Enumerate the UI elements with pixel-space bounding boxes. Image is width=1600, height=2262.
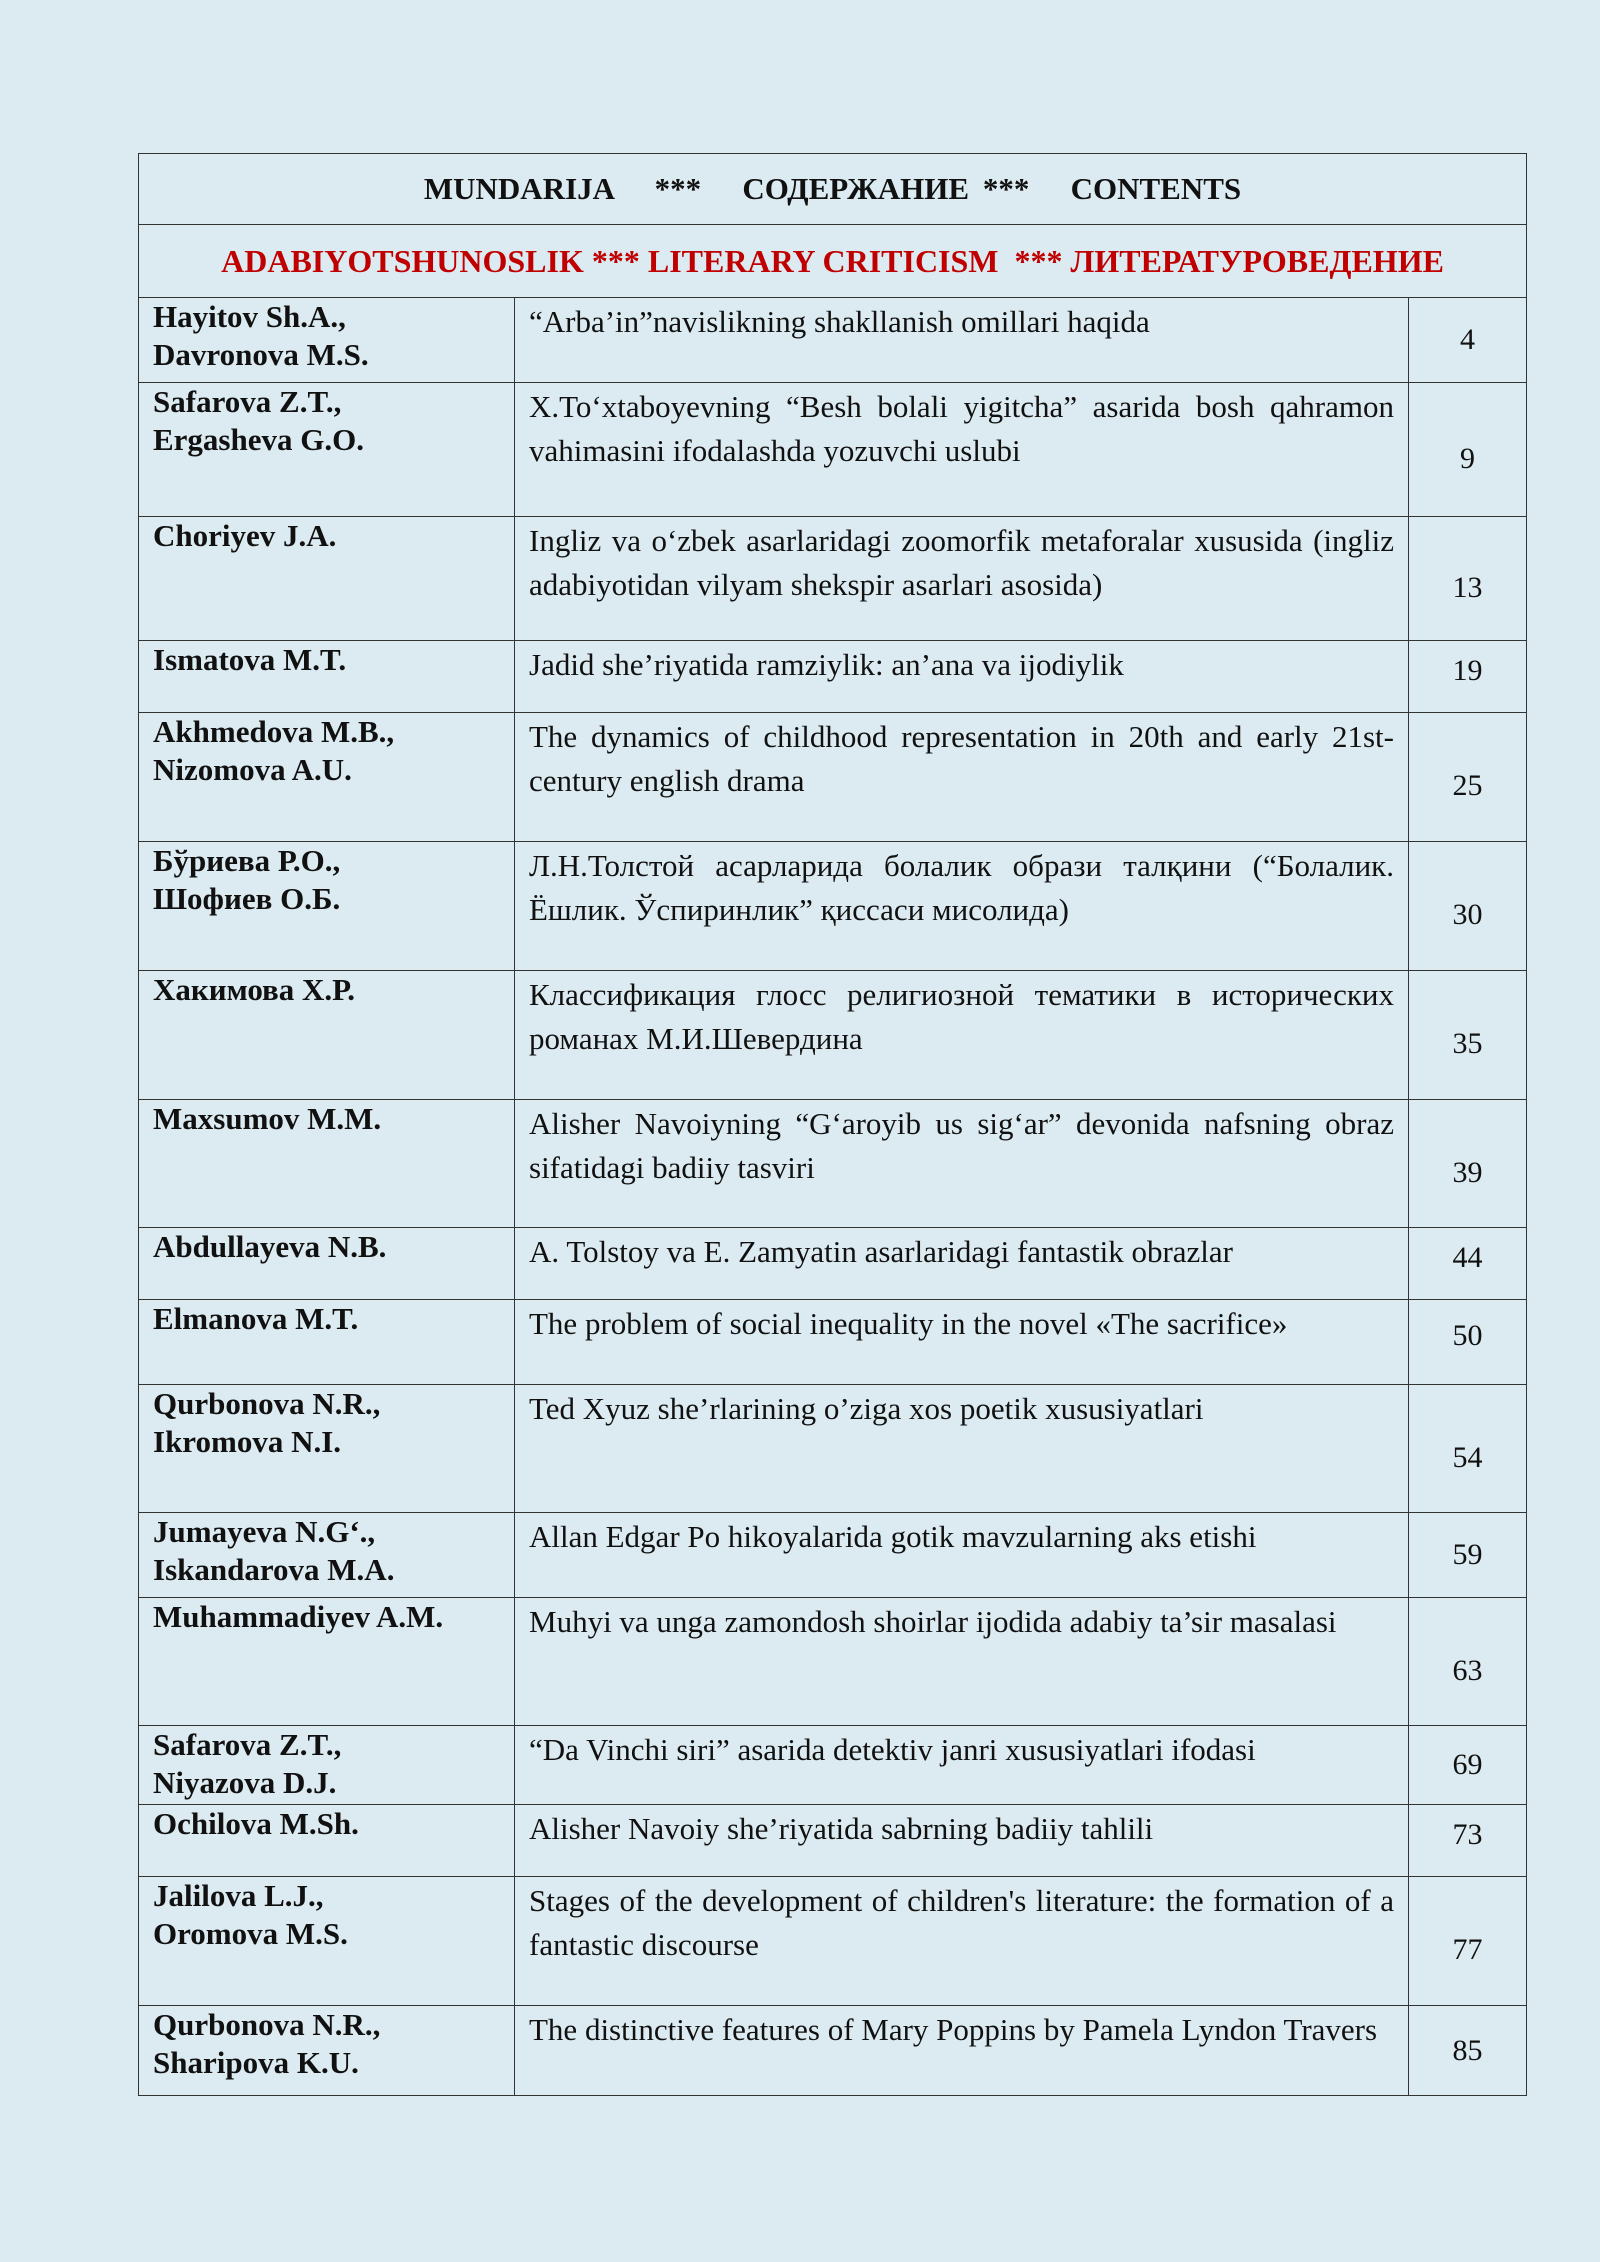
author-name: Ikromova N.I. [153, 1424, 342, 1459]
author-name: Бўриева Р.О., [153, 843, 341, 878]
article-title: Jadid she’riyatida ramziylik: an’ana va ijodiylik [515, 641, 1409, 713]
header-separator: *** [982, 171, 1030, 206]
header-mundarija: MUNDARIJA [423, 171, 614, 206]
author-name: Niyazova D.J. [153, 1765, 337, 1800]
article-title: Ted Xyuz she’rlarining o’ziga xos poetik xususiyatlari [515, 1385, 1409, 1513]
author-cell [139, 1228, 515, 1300]
page-number: 44 [1452, 1240, 1483, 1274]
page-number-cell [1409, 1100, 1527, 1228]
author-name: Oromova M.S. [153, 1916, 348, 1951]
table-row [139, 641, 1527, 713]
author-cell [139, 1385, 515, 1513]
page-number: 9 [1460, 441, 1476, 475]
author-name: Ergasheva G.O. [153, 422, 364, 457]
page-number: 19 [1452, 653, 1483, 687]
page-number-cell [1409, 1598, 1527, 1726]
author-name: Maxsumov M.M. [153, 1101, 382, 1136]
page-number-cell [1409, 842, 1527, 971]
article-title: Alisher Navoiy she’riyatida sabrning badiiy tahlili [515, 1805, 1409, 1877]
author-name: Ismatova M.T. [153, 642, 347, 677]
author-name: Elmanova M.T. [153, 1301, 359, 1336]
page-number: 4 [1460, 323, 1476, 356]
page-number-cell [1409, 1228, 1527, 1300]
article-title: The dynamics of childhood representation in 20th and early 21st-century english drama [515, 713, 1409, 842]
table-row [139, 298, 1527, 383]
author-cell [139, 1598, 515, 1726]
table-row [139, 971, 1527, 1100]
page-number-cell [1409, 971, 1527, 1100]
section-title-ru: ЛИТЕРАТУРОВЕДЕНИЕ [1070, 242, 1444, 279]
page-number: 13 [1452, 570, 1483, 604]
table-row [139, 2006, 1527, 2096]
page-number-cell [1409, 713, 1527, 842]
author-name: Iskandarova M.A. [153, 1552, 395, 1587]
author-name: Sharipova K.U. [153, 2045, 359, 2080]
author-name: Хакимова Х.Р. [153, 972, 355, 1007]
page-number-cell [1409, 517, 1527, 641]
author-name: Davronova M.S. [153, 337, 369, 372]
page-number-cell [1409, 641, 1527, 713]
article-title: Muhyi va unga zamondosh shoirlar ijodida adabiy ta’sir masalasi [515, 1598, 1409, 1726]
table-row [139, 1228, 1527, 1300]
section-title-uz: ADABIYOTSHUNOSLIK [221, 242, 584, 279]
article-title: Stages of the development of children's literature: the formation of a fantastic discourse [515, 1877, 1409, 2006]
author-name: Jalilova L.J., [153, 1878, 324, 1913]
author-name: Muhammadiyev A.M. [153, 1599, 444, 1634]
author-name: Hayitov Sh.A., [153, 299, 346, 334]
author-cell [139, 713, 515, 842]
table-row [139, 842, 1527, 971]
article-title: X.To‘xtaboyevning “Besh bolali yigitcha” asarida bosh qahramon vahimasini ifodalashda yozuvchi uslubi [515, 383, 1409, 517]
table-row [139, 1300, 1527, 1385]
author-cell [139, 1877, 515, 2006]
section-title [139, 225, 1527, 298]
author-name: Ochilova M.Sh. [153, 1806, 359, 1841]
author-name: Шофиев О.Б. [153, 881, 341, 916]
section-separator: *** [1014, 242, 1063, 279]
page-number: 35 [1452, 1027, 1483, 1060]
page-number: 59 [1452, 1538, 1483, 1571]
author-name: Jumayeva N.G‘., [153, 1514, 376, 1549]
table-row [139, 1513, 1527, 1598]
author-name: Safarova Z.T., [153, 1727, 342, 1762]
header-row [139, 154, 1527, 225]
page-number: 63 [1452, 1653, 1483, 1687]
section-separator: *** [591, 242, 640, 279]
author-cell [139, 1100, 515, 1228]
author-cell [139, 1805, 515, 1877]
section-title-en: LITERARY CRITICISM [647, 242, 999, 279]
section-row [139, 225, 1527, 298]
page-number: 30 [1452, 898, 1483, 931]
header-separator: *** [654, 171, 702, 206]
author-name: Choriyev J.A. [153, 518, 337, 553]
contents-table [138, 153, 1527, 2096]
article-title: The distinctive features of Mary Poppins by Pamela Lyndon Travers [515, 2006, 1409, 2096]
page-number: 25 [1452, 769, 1483, 802]
table-row [139, 713, 1527, 842]
article-title: “Da Vinchi siri” asarida detektiv janri xususiyatlari ifodasi [515, 1726, 1409, 1805]
author-cell [139, 842, 515, 971]
table-row [139, 1877, 1527, 2006]
page-number: 73 [1452, 1817, 1483, 1851]
article-title: “Arba’in”navislikning shakllanish omillari haqida [515, 298, 1409, 383]
page-number-cell [1409, 383, 1527, 517]
table-row [139, 383, 1527, 517]
header-soderzhanie: СОДЕРЖАНИЕ [742, 171, 970, 206]
article-title: The problem of social inequality in the novel «The sacrifice» [515, 1300, 1409, 1385]
table-row [139, 1385, 1527, 1513]
author-name: Akhmedova M.B., [153, 714, 395, 749]
page-number: 69 [1452, 1748, 1483, 1781]
page-number: 54 [1452, 1440, 1483, 1474]
page-number-cell [1409, 1385, 1527, 1513]
author-cell [139, 2006, 515, 2096]
author-name: Qurbonova N.R., [153, 2007, 381, 2042]
article-title: Alisher Navoiyning “G‘aroyib us sig‘ar” devonida nafsning obraz sifatidagi badiiy tasviri [515, 1100, 1409, 1228]
author-cell [139, 298, 515, 383]
contents-header [139, 154, 1527, 225]
author-cell [139, 1513, 515, 1598]
author-cell [139, 641, 515, 713]
author-name: Abdullayeva N.B. [153, 1229, 387, 1264]
page-number-cell [1409, 1726, 1527, 1805]
table-row [139, 1805, 1527, 1877]
page-number: 85 [1452, 2033, 1483, 2067]
article-title: A. Tolstoy va E. Zamyatin asarlaridagi fantastik obrazlar [515, 1228, 1409, 1300]
page-number-cell [1409, 1513, 1527, 1598]
page-number: 39 [1452, 1155, 1483, 1189]
table-row [139, 517, 1527, 641]
article-title: Классификация глосс религиозной тематики в исторических романах М.И.Шевердина [515, 971, 1409, 1100]
page-number: 77 [1452, 1933, 1483, 1966]
table-row [139, 1100, 1527, 1228]
header-contents: CONTENTS [1070, 171, 1242, 206]
table-row [139, 1598, 1527, 1726]
author-name: Nizomova A.U. [153, 752, 352, 787]
page-number-cell [1409, 298, 1527, 383]
author-cell [139, 383, 515, 517]
article-title: Allan Edgar Po hikoyalarida gotik mavzularning aks etishi [515, 1513, 1409, 1598]
author-name: Qurbonova N.R., [153, 1386, 381, 1421]
author-cell [139, 1726, 515, 1805]
author-cell [139, 971, 515, 1100]
article-title: Ingliz va o‘zbek asarlaridagi zoomorfik metaforalar xususida (ingliz adabiyotidan vilyam shekspir asarlari asosida) [515, 517, 1409, 641]
page-number: 50 [1452, 1319, 1483, 1352]
page-number-cell [1409, 1805, 1527, 1877]
page-number-cell [1409, 2006, 1527, 2096]
article-title: Л.Н.Толстой асарларида болалик образи талқини (“Болалик. Ёшлик. Ўспиринлик” қиссаси мисолида) [515, 842, 1409, 971]
author-cell [139, 517, 515, 641]
table-row [139, 1726, 1527, 1805]
page-number-cell [1409, 1877, 1527, 2006]
author-cell [139, 1300, 515, 1385]
page-number-cell [1409, 1300, 1527, 1385]
author-name: Safarova Z.T., [153, 384, 342, 419]
